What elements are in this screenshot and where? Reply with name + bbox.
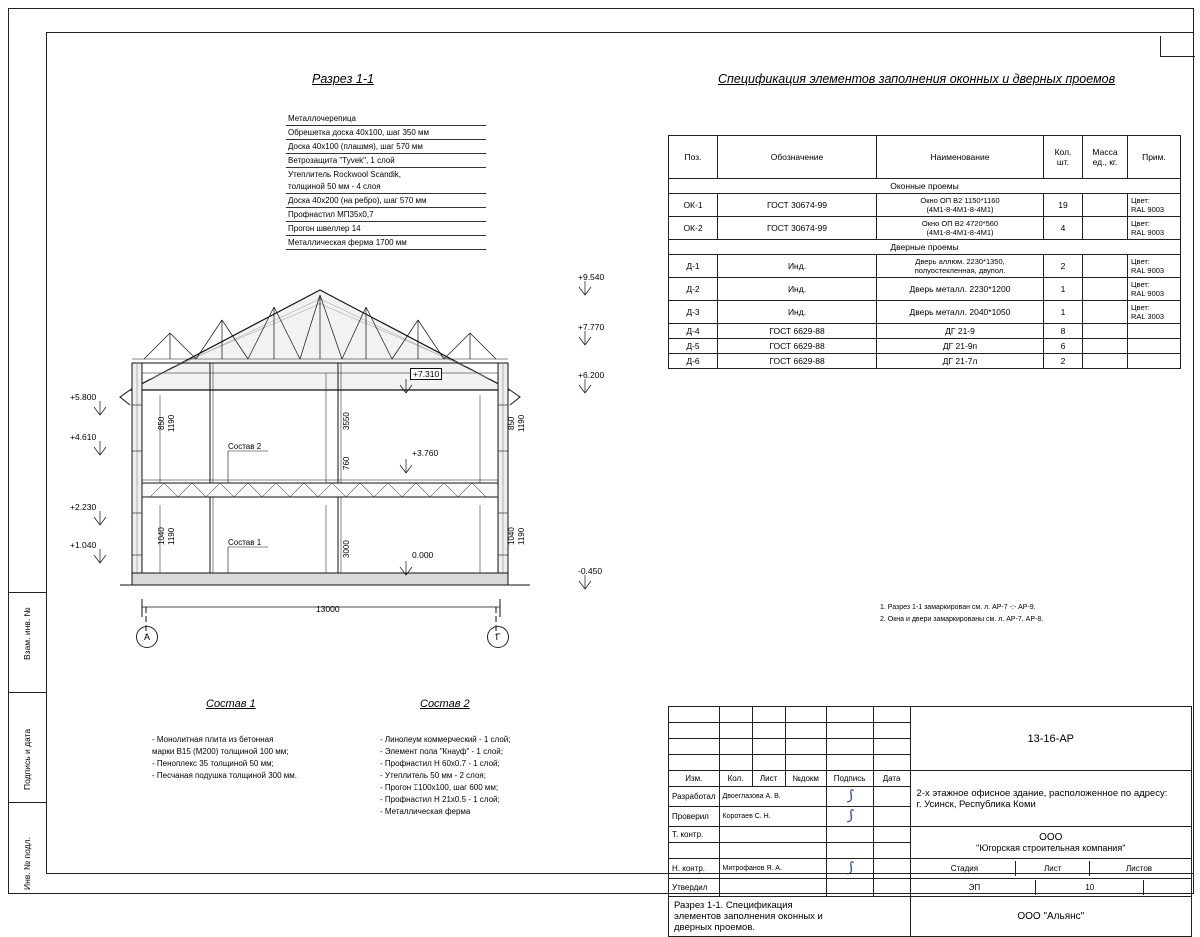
level-label-left: +4.610 (70, 432, 97, 442)
tb-grid-cell (752, 739, 785, 755)
tb-stage-values (910, 879, 1191, 897)
drawing-label-sostav1: Состав 1 (228, 538, 262, 547)
cell-oboz: Инд. (718, 301, 877, 324)
tb-date (873, 787, 910, 807)
group-windows: Оконные проемы (669, 179, 1181, 194)
cell-mass (1083, 278, 1128, 301)
tb-grid-cell (826, 739, 873, 755)
tb-date (873, 843, 910, 859)
cell-name (877, 217, 1044, 240)
cell-name: ДГ 21-9 (877, 324, 1044, 339)
tb-date (873, 879, 910, 897)
level-label-left: +2.230 (70, 502, 97, 512)
tb-col-podpis: Подпись (826, 771, 873, 787)
cell-name-line2: (4М1-8-4М1-8-4М1) (926, 228, 994, 237)
level-label-inner: +3.760 (412, 448, 439, 458)
sostav2-line: - Линолеум коммерческий - 1 слой; (380, 735, 511, 744)
level-label-inner: 0.000 (412, 550, 434, 560)
tb-role: Проверил (669, 807, 720, 827)
tb-col-kol: Кол. (719, 771, 752, 787)
tb-sheet-name-line2: элементов заполнения оконных и (674, 911, 823, 922)
sostav1-title: Состав 1 (206, 698, 256, 710)
tb-date (873, 827, 910, 843)
cell-mass (1083, 194, 1128, 217)
cell-kol: 2 (1044, 354, 1083, 369)
cell-kol: 1 (1044, 278, 1083, 301)
th-mass-line2: ед., кг. (1092, 157, 1118, 167)
table-row (669, 255, 1181, 278)
cell-name-line2: (4М1-8-4М1-8-4М1) (926, 205, 994, 214)
tb-signature: ⟆ (826, 787, 873, 807)
roof-layer-item: толщиной 50 мм - 4 слоя (286, 180, 486, 194)
tb-grid-cell (873, 707, 910, 723)
tb-sheet-name-line1: Разрез 1-1. Спецификация (674, 900, 793, 911)
cell-oboz: ГОСТ 6629-88 (718, 354, 877, 369)
tb-grid-cell (669, 739, 720, 755)
th-kol (1044, 136, 1083, 179)
cell-mass (1083, 301, 1128, 324)
tb-col-data: Дата (873, 771, 910, 787)
cell-prim (1128, 301, 1181, 324)
tb-name (719, 827, 826, 843)
note-line-1: 1. Разрез 1-1 замаркирован см. л. АР-7 -:- АР-9. (880, 604, 1036, 611)
cell-prim (1128, 324, 1181, 339)
level-label-inner: +7.310 (410, 368, 442, 380)
group-doors: Дверные проемы (669, 240, 1181, 255)
vertical-dim-left: 1190 (167, 414, 176, 432)
tb-signature (826, 827, 873, 843)
roof-layer-item: Обрешетка доска 40х100, шаг 350 мм (286, 125, 486, 140)
cell-prim (1128, 194, 1181, 217)
level-label-right: +9.540 (578, 272, 605, 282)
level-label-right: +6.200 (578, 370, 605, 380)
cell-pos: Д-4 (669, 324, 718, 339)
tb-name: Митрофанов Я. А. (719, 859, 826, 879)
cell-prim-line2: RAL 3003 (1131, 312, 1165, 321)
vertical-dim-right: 1040 (507, 527, 516, 545)
cell-prim (1128, 255, 1181, 278)
tb-org-right: ООО "Альянс" (910, 897, 1191, 937)
tb-stage-label: Стадия (950, 864, 979, 873)
cell-name: ДГ 21-9п (877, 339, 1044, 354)
cell-name-line2: полуостекленная, двупол. (914, 266, 1006, 275)
cell-mass (1083, 324, 1128, 339)
sostav2-title: Состав 2 (420, 698, 470, 710)
roof-layer-item: Ветрозащита "Tyvek", 1 слой (286, 154, 486, 168)
level-label-left: +5.800 (70, 392, 97, 402)
vertical-dim-center: 760 (342, 456, 351, 470)
table-group-row (669, 240, 1181, 255)
stamp-label-podpis: Подпись и дата (22, 728, 32, 790)
tb-org (910, 827, 1191, 859)
sostav1-line: марки В15 (М200) толщиной 100 мм; (152, 747, 289, 756)
tb-role (669, 843, 720, 859)
tb-col-ndok: №докм (785, 771, 826, 787)
roof-layer-item: Прогон швеллер 14 (286, 222, 486, 236)
vertical-dim-left: 1190 (167, 527, 176, 545)
section-title: Разрез 1-1 (312, 72, 374, 86)
title-block (668, 706, 1192, 933)
cell-mass (1083, 255, 1128, 278)
title-block-table (668, 706, 1192, 937)
tb-org-line2: "Югорская строительная компания" (976, 843, 1126, 853)
corner-mark (1160, 36, 1195, 57)
cell-kol: 19 (1044, 194, 1083, 217)
tb-grid-cell (752, 707, 785, 723)
cell-oboz: ГОСТ 30674-99 (718, 194, 877, 217)
cell-oboz: ГОСТ 30674-99 (718, 217, 877, 240)
roof-layer-item: Металлическая ферма 1700 мм (286, 236, 486, 250)
cell-prim-line2: RAL 9003 (1131, 266, 1165, 275)
cell-kol: 6 (1044, 339, 1083, 354)
cell-oboz: Инд. (718, 278, 877, 301)
table-row (669, 339, 1181, 354)
cell-name (877, 194, 1044, 217)
stamp-label-inv: Инв. № подл. (22, 837, 32, 890)
cell-prim-line1: Цвет: (1131, 257, 1150, 266)
tb-object (910, 771, 1191, 827)
tb-grid-cell (719, 755, 752, 771)
cell-pos: Д-6 (669, 354, 718, 369)
tb-date (873, 807, 910, 827)
cell-kol: 2 (1044, 255, 1083, 278)
vertical-dim-left: 1040 (157, 527, 166, 545)
tb-sheets-label: Листов (1090, 861, 1188, 876)
tb-sheet-label: Лист (1016, 861, 1090, 876)
th-prim: Прим. (1128, 136, 1181, 179)
table-row (669, 217, 1181, 240)
tb-role: Разработал (669, 787, 720, 807)
tb-grid-cell (785, 739, 826, 755)
sostav2-lines (380, 734, 510, 818)
sostav1-line: - Монолитная плита из бетонная (152, 735, 274, 744)
stamp-label-vzam: Взам. инв. № (22, 607, 32, 660)
tb-org-line1: ООО (1039, 832, 1063, 843)
table-row (669, 354, 1181, 369)
tb-sheet-name (669, 897, 911, 937)
cell-kol: 4 (1044, 217, 1083, 240)
vertical-dim-center: 3000 (342, 540, 351, 558)
level-label-right: -0.450 (578, 566, 603, 576)
tb-grid-cell (785, 755, 826, 771)
sostav2-line: - Профнастил Н 21х0.5 - 1 слой; (380, 795, 500, 804)
tb-role: Т. контр. (669, 827, 720, 843)
table-group-row (669, 179, 1181, 194)
cell-oboz: Инд. (718, 255, 877, 278)
cell-name: Дверь металл. 2230*1200 (877, 278, 1044, 301)
cell-kol: 1 (1044, 301, 1083, 324)
cell-pos: ОК-2 (669, 217, 718, 240)
cell-prim (1128, 339, 1181, 354)
level-label-left: +1.040 (70, 540, 97, 550)
cell-mass (1083, 217, 1128, 240)
table-header-row (669, 136, 1181, 179)
tb-signature (826, 843, 873, 859)
th-name: Наименование (877, 136, 1044, 179)
tb-grid-cell (873, 739, 910, 755)
cell-kol: 8 (1044, 324, 1083, 339)
tb-sheet-name-line3: дверных проемов. (674, 922, 756, 933)
cell-pos: ОК-1 (669, 194, 718, 217)
tb-grid-cell (719, 723, 752, 739)
tb-grid-cell (719, 739, 752, 755)
tb-sheets-value (1144, 880, 1188, 895)
sostav2-line: - Металлическая ферма (380, 807, 471, 816)
table-row (669, 301, 1181, 324)
th-pos: Поз. (669, 136, 718, 179)
cell-prim-line2: RAL 9003 (1131, 289, 1165, 298)
sostav2-line: - Утеплитель 50 мм - 2 слоя; (380, 771, 486, 780)
roof-layer-top: Металлочерепица (288, 114, 357, 123)
tb-grid-cell (669, 707, 720, 723)
cell-name: ДГ 21-7л (877, 354, 1044, 369)
roof-layer-item: Профнастил МП35х0,7 (286, 208, 486, 222)
vertical-dim-center: 3550 (342, 412, 351, 430)
cell-pos: Д-5 (669, 339, 718, 354)
tb-grid-cell (873, 755, 910, 771)
cell-prim-line1: Цвет: (1131, 219, 1150, 228)
tb-name (719, 879, 826, 897)
tb-col-list: Лист (752, 771, 785, 787)
sostav2-line: - Профнастил Н 60х0.7 - 1 слой; (380, 759, 500, 768)
tb-grid-cell (826, 755, 873, 771)
axis-marker-a: А (136, 626, 158, 648)
cell-prim-line1: Цвет: (1131, 196, 1150, 205)
th-mass-line1: Масса (1092, 147, 1118, 157)
tb-grid-cell (873, 723, 910, 739)
tb-col-izm: Изм. (669, 771, 720, 787)
spec-title: Спецификация элементов заполнения оконных и дверных проемов (718, 72, 1116, 86)
cell-name-line1: Дверь аллюм. 2230*1350, (915, 257, 1005, 266)
tb-grid-cell (669, 723, 720, 739)
cell-name (877, 255, 1044, 278)
overall-dimension: 13000 (316, 604, 340, 614)
tb-grid-cell (826, 707, 873, 723)
sostav2-line: - Элемент пола "Кнауф" - 1 слой; (380, 747, 503, 756)
th-mass (1083, 136, 1128, 179)
sostav2-line: - Прогон ⌶100х100, шаг 600 мм; (380, 783, 499, 792)
tb-grid-cell (752, 723, 785, 739)
th-oboz: Обозначение (718, 136, 877, 179)
tb-name (719, 843, 826, 859)
vertical-dim-right: 850 (507, 416, 516, 430)
tb-grid-cell (752, 755, 785, 771)
tb-object-line2: г. Усинск, Республика Коми (916, 798, 1036, 810)
tb-grid-cell (785, 723, 826, 739)
sostav1-lines (152, 734, 297, 782)
table-row (669, 194, 1181, 217)
cell-oboz: ГОСТ 6629-88 (718, 324, 877, 339)
cell-name: Дверь металл. 2040*1050 (877, 301, 1044, 324)
tb-code: 13-16-АР (910, 707, 1191, 771)
tb-role: Утвердил (669, 879, 720, 897)
cell-name-line1: Окно ОП В2 4720*560 (921, 219, 999, 228)
cell-oboz: ГОСТ 6629-88 (718, 339, 877, 354)
tb-grid-cell (719, 707, 752, 723)
section-drawing (60, 255, 680, 685)
spec-table (668, 135, 1181, 369)
cell-prim (1128, 278, 1181, 301)
tb-stage-header (910, 859, 1191, 879)
table-row (669, 324, 1181, 339)
cell-prim-line2: RAL 9003 (1131, 205, 1165, 214)
cell-name-line1: Окно ОП В2 1150*1160 (920, 196, 1000, 205)
roof-layer-item: Доска 40х200 (на ребро), шаг 570 мм (286, 194, 486, 208)
tb-object-line1: 2-х этажное офисное здание, расположенное по адресу: (916, 787, 1168, 799)
roof-layers-callout (286, 112, 486, 250)
roof-layer-item: Доска 40х100 (плашмя), шаг 570 мм (286, 140, 486, 154)
cell-prim (1128, 354, 1181, 369)
th-kol-line2: шт. (1056, 157, 1070, 167)
tb-signature: ⟆ (826, 859, 873, 879)
th-kol-line1: Кол. (1054, 147, 1072, 157)
drawing-label-sostav2: Состав 2 (228, 442, 262, 451)
cell-pos: Д-2 (669, 278, 718, 301)
tb-sheet-value: 10 (1036, 880, 1144, 895)
tb-grid-cell (669, 755, 720, 771)
cell-prim-line2: RAL 9003 (1131, 228, 1165, 237)
tb-signature (826, 879, 873, 897)
tb-signature: ⟆ (826, 807, 873, 827)
cell-pos: Д-1 (669, 255, 718, 278)
cell-prim-line1: Цвет: (1131, 280, 1150, 289)
cell-prim-line1: Цвет: (1131, 303, 1150, 312)
tb-name: Двоеглазова А. В. (719, 787, 826, 807)
cell-pos: Д-3 (669, 301, 718, 324)
cell-mass (1083, 339, 1128, 354)
vertical-dim-right: 1190 (517, 527, 526, 545)
tb-grid-cell (785, 707, 826, 723)
tb-stage-value: ЭП (968, 883, 981, 892)
note-line-2: 2. Окна и двери замаркированы см. л. АР-7, АР-8. (880, 616, 1044, 623)
cell-prim (1128, 217, 1181, 240)
table-row (669, 278, 1181, 301)
axis-marker-g: Г (487, 626, 509, 648)
vertical-dim-left: 850 (157, 416, 166, 430)
sostav1-line: - Песчаная подушка толщиной 300 мм. (152, 771, 297, 780)
tb-date (873, 859, 910, 879)
level-label-right: +7.770 (578, 322, 605, 332)
vertical-dim-right: 1190 (517, 414, 526, 432)
tb-grid-cell (826, 723, 873, 739)
tb-name: Коротаев С. Н. (719, 807, 826, 827)
tb-role: Н. контр. (669, 859, 720, 879)
sostav1-line: - Пеноплекс 35 толщиной 50 мм; (152, 759, 274, 768)
roof-layer-item: Утеплитель Rockwool Scandik, (288, 170, 401, 179)
cell-mass (1083, 354, 1128, 369)
